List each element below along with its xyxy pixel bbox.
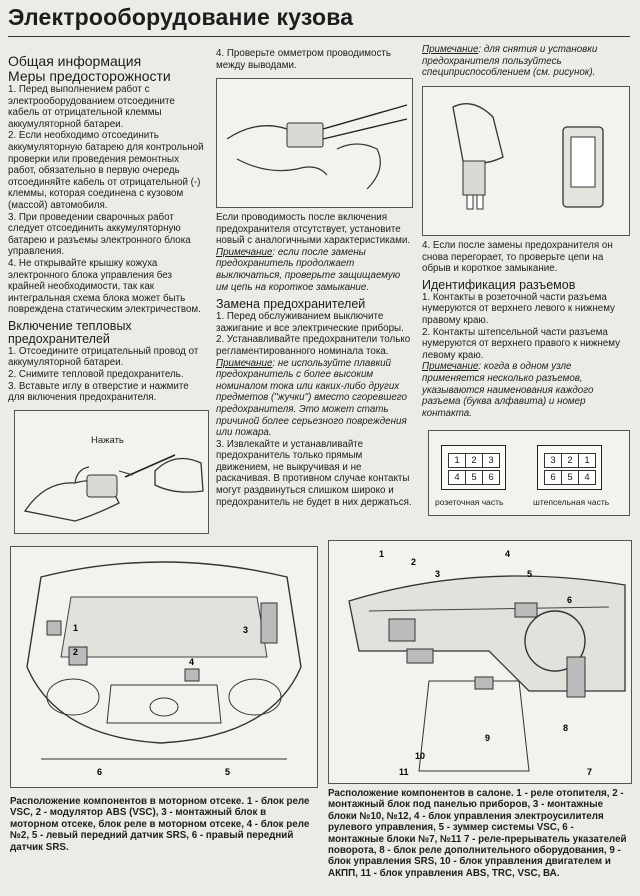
precaution-4: 4. Не открывайте крышку кожуха электронного блока управления без крайней необходимости, так как интегральная схема блока может быть повреждена статическим электричеством. bbox=[8, 257, 201, 316]
engine-caption: Расположение компонентов в моторном отсеке. 1 - блок реле VSC, 2 - модулятор ABS (VSC), 3 - монтажный блок в моторном отсеке, блок реле в моторном отсеке, 4 - блок реле №2, 5 - левый передний датчик SRS, 6 - правый передний датчик SRS. bbox=[10, 796, 310, 853]
precaution-3: 3. При проведении сварочных работ следует отсоединить аккумуляторную батарею и разъемы электронного блока управления. bbox=[8, 211, 191, 258]
fuse-step-2: 2. Снимите тепловой предохранитель. bbox=[8, 369, 184, 381]
cabin-dashboard-illustration bbox=[329, 541, 631, 783]
after-check-text: Если проводимость после включения предохранителя отсутствует, установите новый с аналогичными характеристиками. bbox=[216, 212, 411, 247]
socket-label: розеточная часть bbox=[435, 497, 504, 507]
precaution-1: 1. Перед выполнением работ с электрооборудованием отсоедините кабель от отрицательной клеммы аккумуляторной батареи. bbox=[8, 84, 175, 130]
socket-bottom-row bbox=[448, 467, 499, 485]
precaution-2: 2. Если необходимо отсоединить аккумуляторную батарею для контрольной проверки или проведения ремонтных работ, обязательно в первую очередь отсоединяйте кабель от отрицательной (-) клеммы, которая соединена с кузовом (массой) автомобиля. bbox=[8, 130, 204, 211]
ident-note-text: : когда в одном узле применяется несколько разъемов, указываются наименования каждого разъема (буква алфавита) и номер контакта. bbox=[422, 361, 594, 419]
cabin-callout: 5 bbox=[527, 569, 533, 579]
replace-step-2: 2. Устанавливайте предохранители только регламентированного номинала тока. bbox=[216, 334, 411, 357]
fuse-step-3: 3. Вставьте иглу в отверстие и нажмите для включения предохранителя. bbox=[8, 380, 189, 404]
engine-callout: 4 bbox=[189, 657, 195, 667]
hand-needle-illustration bbox=[15, 411, 208, 533]
column-1 bbox=[8, 54, 208, 404]
ident-step-1: 1. Контакты в розеточной части разъема нумеруются от верхнего левого к нижнему правому краю. bbox=[422, 291, 615, 326]
press-label: Нажать bbox=[91, 435, 124, 446]
fuse-press-figure bbox=[14, 410, 209, 534]
plug-label: штепсельная часть bbox=[533, 497, 610, 507]
socket-pin: 3 bbox=[482, 453, 500, 468]
cabin-callout: 3 bbox=[435, 569, 441, 579]
tool-note-label: Примечание bbox=[422, 44, 479, 55]
tool-note-text: : для снятия и установки предохранителя пользуйтесь специприспособлением (см. рисунок). bbox=[422, 44, 598, 79]
tool-note bbox=[422, 44, 630, 79]
socket-pin: 5 bbox=[465, 470, 483, 485]
fuse-puller-figure bbox=[422, 86, 630, 236]
cabin-callout: 9 bbox=[485, 733, 491, 743]
column-2 bbox=[216, 212, 412, 508]
cabin-figure bbox=[328, 540, 632, 784]
plug-pin: 4 bbox=[578, 470, 596, 485]
replace-step-1: 1. Перед обслуживанием выключите зажигание и все электрические приборы. bbox=[216, 311, 404, 334]
fuse-puller-illustration bbox=[423, 87, 629, 235]
engine-callout: 5 bbox=[225, 767, 231, 777]
ohmmeter-figure bbox=[216, 78, 413, 208]
ident-note-label: Примечание bbox=[422, 361, 479, 373]
cabin-callout: 4 bbox=[505, 549, 511, 559]
note-1 bbox=[216, 247, 412, 293]
cabin-callout: 2 bbox=[411, 557, 417, 567]
ident-heading: Идентификация разъемов bbox=[422, 277, 576, 292]
ident-step-2: 2. Контакты штепсельной части разъема нумеруются от верхнего правого к нижнему левому краю. bbox=[422, 326, 620, 361]
replace-heading: Замена предохранителей bbox=[216, 297, 366, 312]
cabin-callout: 8 bbox=[563, 723, 569, 733]
cabin-callout: 7 bbox=[587, 767, 593, 777]
fuse-step-1: 1. Отсоедините отрицательный провод от аккумуляторной батареи. bbox=[8, 345, 199, 369]
cabin-callout: 11 bbox=[399, 767, 409, 777]
general-heading: Общая информация bbox=[8, 53, 142, 69]
cabin-callout: 1 bbox=[379, 549, 385, 559]
note-1-label: Примечание bbox=[216, 246, 273, 258]
cabin-callout: 10 bbox=[415, 751, 426, 761]
engine-callout: 6 bbox=[97, 767, 103, 777]
cabin-caption: Расположение компонентов в салоне. 1 - реле отопителя, 2 - монтажный блок под панелью приборов, 3 - монтажные блоки №10, №12, 4 - блок управления электроусилителя рулевого управления, 5 - зуммер системы VSC, 6 - монтажные блоки №7, №11 7 - реле-прерыватель указателей поворота, 8 - блок реле дополнительного оборудования, 9 - блок управления SRS, 10 - блок управления двигателем и АКПП, 11 - блок управления ABS, TRC, VSC, ВА. bbox=[328, 788, 627, 879]
socket-pin: 4 bbox=[448, 470, 466, 485]
socket-pin: 1 bbox=[448, 453, 466, 468]
fuse-heading: Включение тепловых предохранителей bbox=[8, 318, 132, 346]
engine-callout: 3 bbox=[243, 625, 249, 635]
socket-top-row bbox=[448, 450, 499, 468]
engine-bay-illustration bbox=[11, 547, 317, 787]
note-1-text: : если после замены предохранитель продолжает выключаться, проверьте защищаемую им цепь на короткое замыкание. bbox=[216, 246, 401, 293]
note-2-text: : не используйте плавкий предохранитель с более высоким номиналом тока или каких-либо других предметов ("жучки") вместо сгоревшего предохранителя. Это может стать причиной более серьезного повреждения или пожара. bbox=[216, 357, 407, 439]
plug-pin: 2 bbox=[561, 453, 579, 468]
socket-connector bbox=[441, 445, 506, 490]
socket-pin: 6 bbox=[482, 470, 500, 485]
cabin-callout: 6 bbox=[567, 595, 573, 605]
plug-pin: 1 bbox=[578, 453, 596, 468]
column-2-top bbox=[216, 48, 412, 71]
note-2-label: Примечание bbox=[216, 357, 273, 369]
plug-pin: 5 bbox=[561, 470, 579, 485]
connector-figure bbox=[428, 430, 630, 516]
plug-connector bbox=[537, 445, 602, 490]
ohmmeter-probe-illustration bbox=[217, 79, 412, 207]
page-title: Электрооборудование кузова bbox=[8, 4, 354, 30]
plug-bottom-row bbox=[544, 467, 595, 485]
column-3-top bbox=[422, 44, 630, 79]
reblow-text: 4. Если после замены предохранителя он снова перегорает, то проверьте цепи на обрыв и короткое замыкание. bbox=[422, 240, 613, 275]
column-3 bbox=[422, 240, 630, 419]
engine-callout: 2 bbox=[73, 647, 79, 657]
engine-callout: 1 bbox=[73, 623, 79, 633]
note-2 bbox=[216, 358, 412, 439]
plug-pin: 3 bbox=[544, 453, 562, 468]
precautions-heading: Меры предосторожности bbox=[8, 68, 171, 84]
ident-note bbox=[422, 361, 630, 419]
title-rule bbox=[8, 36, 630, 37]
replace-step-3: 3. Извлекайте и устанавливайте предохранитель только прямым движением, не выкручивая и не раскачивая. В противном случае контакты могут раздвинуться слишком широко и предохранитель не будет в них держаться. bbox=[216, 438, 412, 508]
check-step-4: 4. Проверьте омметром проводимость между выводами. bbox=[216, 48, 391, 71]
socket-pin: 2 bbox=[465, 453, 483, 468]
engine-bay-figure bbox=[10, 546, 318, 788]
plug-top-row bbox=[544, 450, 595, 468]
plug-pin: 6 bbox=[544, 470, 562, 485]
